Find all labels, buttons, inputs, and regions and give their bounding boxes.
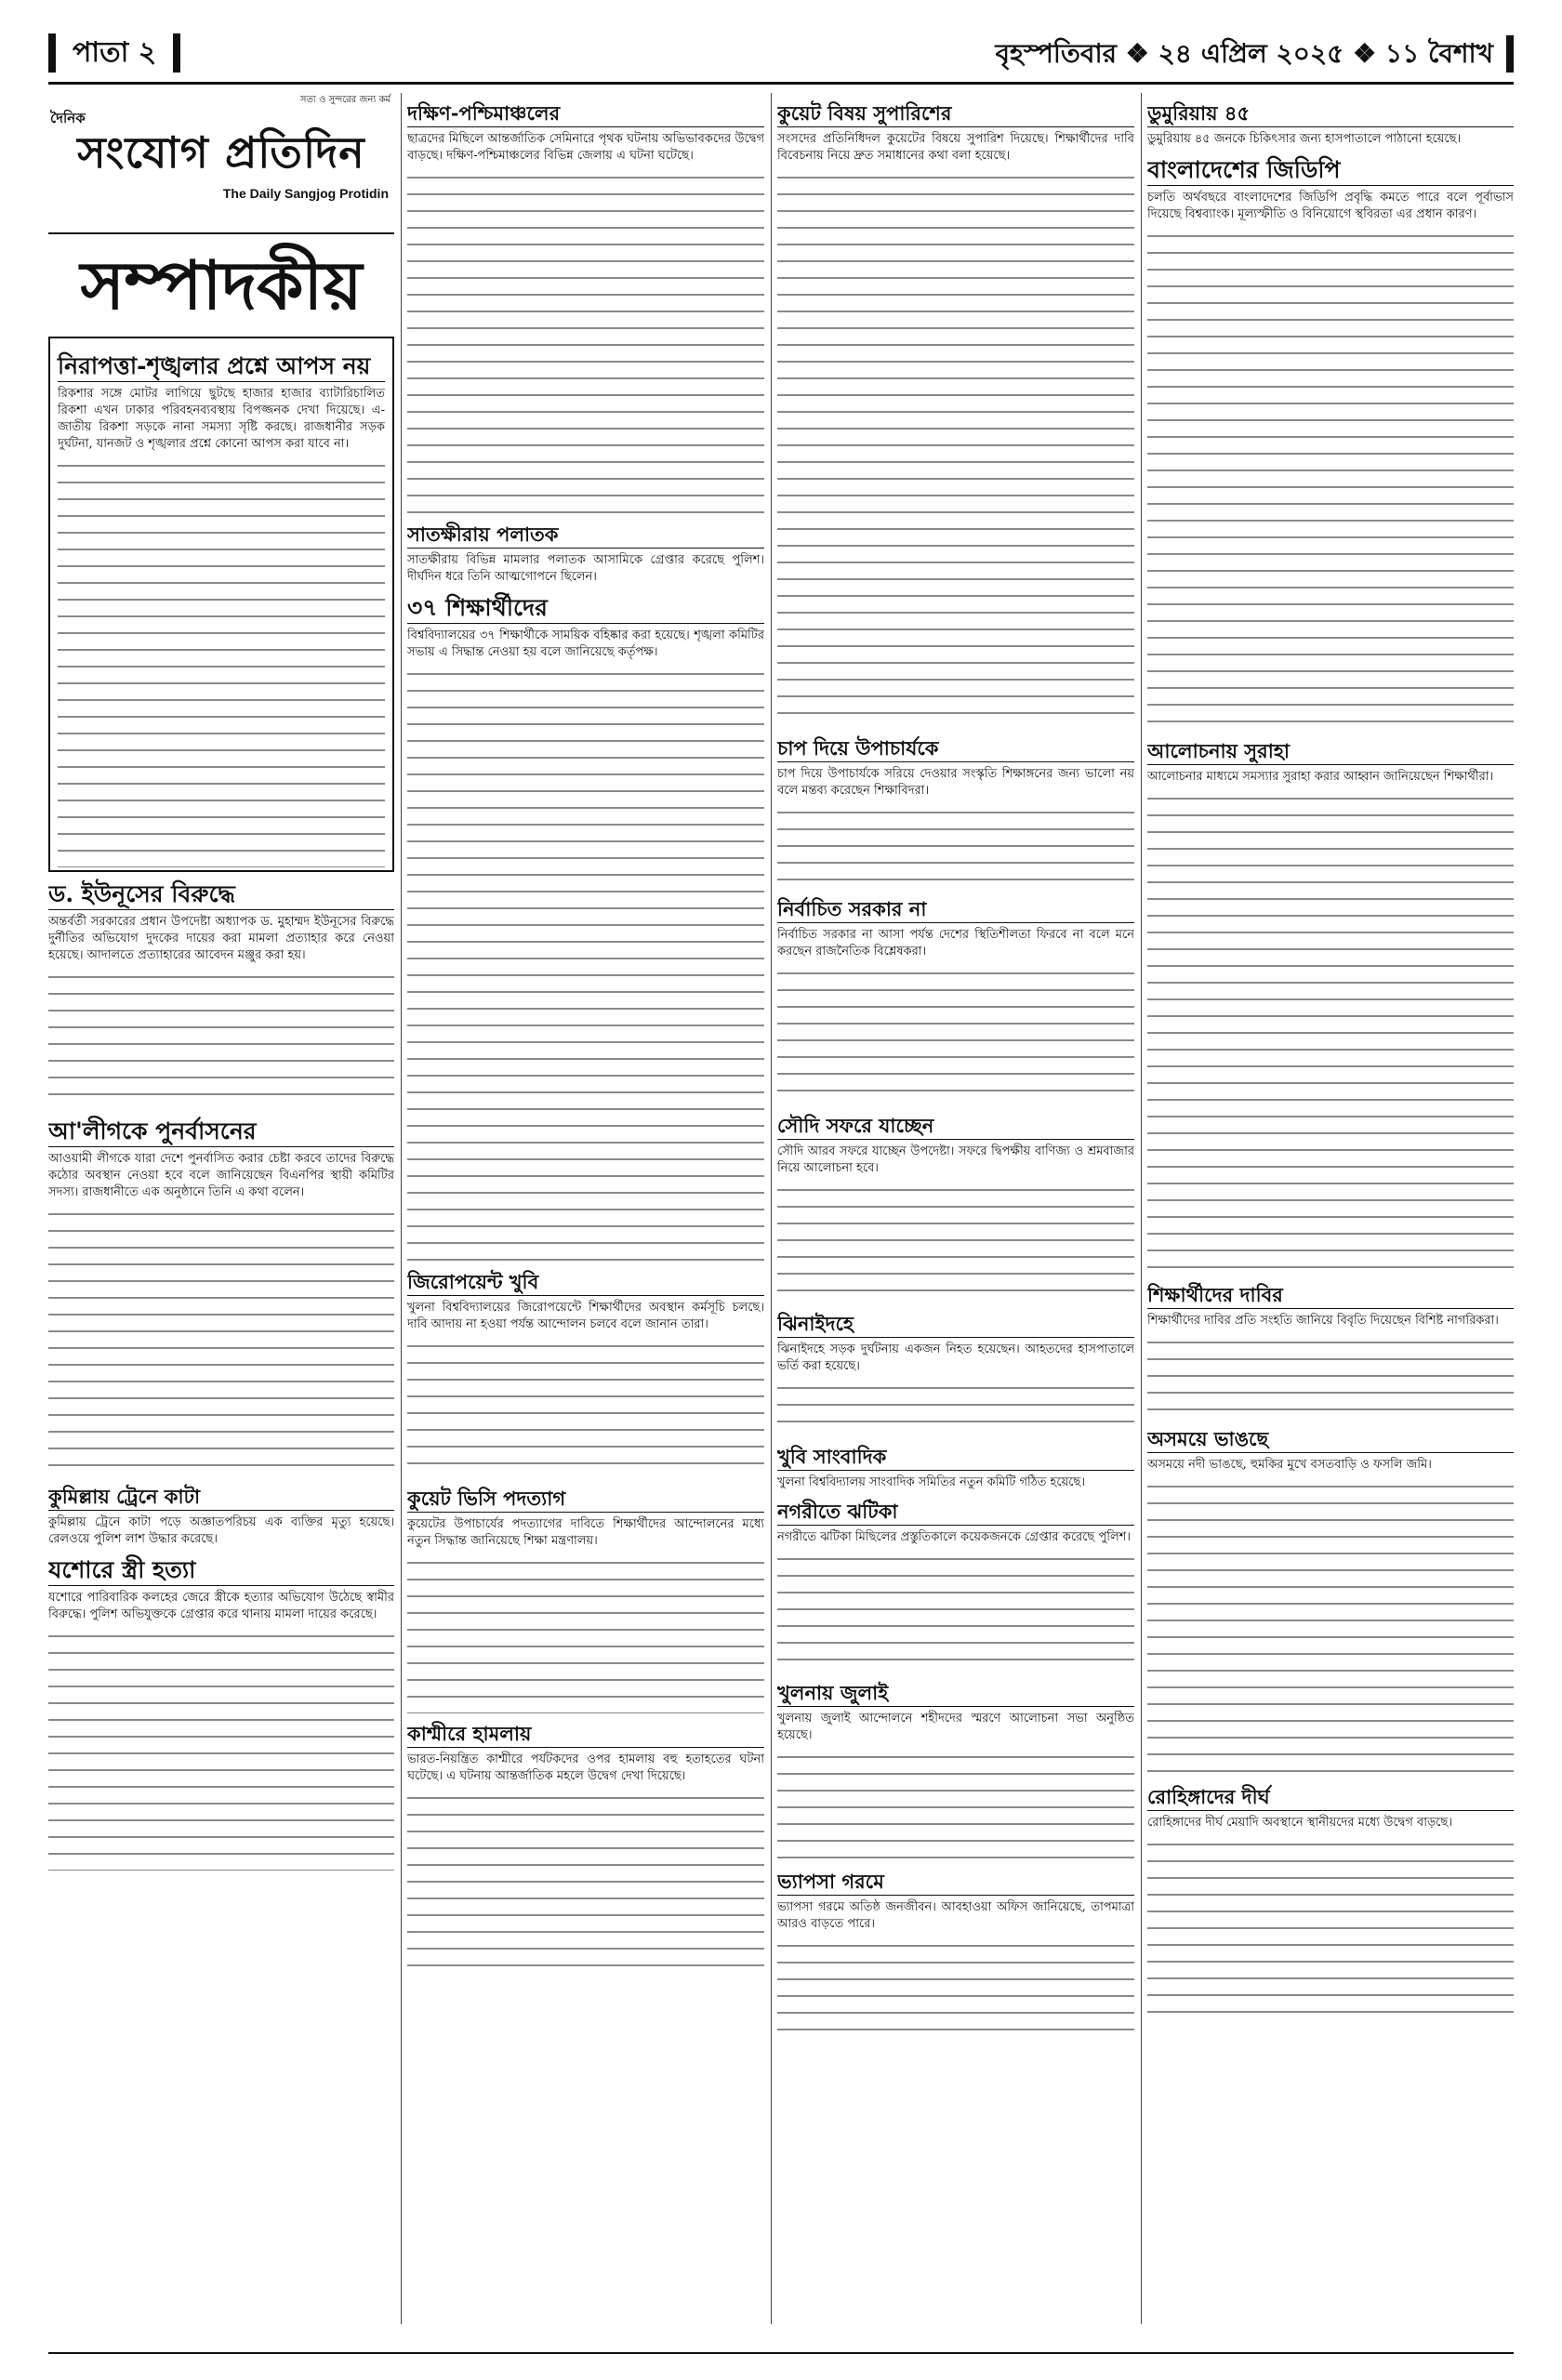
article-body: আওয়ামী লীগকে যারা দেশে পুনর্বাসিত করার চেষ্টা করবে তাদের বিরুদ্ধে কঠোর অবস্থান নেওয়া হবে বলে জানিয়েছেন বিএনপির স্থায়ী কমিটির সদস্য। রাজধানীতে এক অনুষ্ঠানে তিনি এ কথা বলেন।: [48, 1152, 394, 1199]
article-headline: ৩৭ শিক্ষার্থীদের: [407, 593, 764, 624]
article-headline: সাতক্ষীরায় পলাতক: [407, 522, 764, 549]
text-block: [777, 805, 1134, 889]
article-headline: জিরোপয়েন্ট খুবি: [407, 1269, 764, 1296]
article-headline: কাশ্মীরে হামলায়: [407, 1721, 764, 1748]
text-block: [777, 1552, 1134, 1673]
article-headline: দক্ষিণ-পশ্চিমাঞ্চলের: [407, 100, 764, 127]
article-headline: রোহিঙ্গাদের দীর্ঘ: [1147, 1784, 1514, 1811]
text-block: [48, 1629, 394, 1871]
text-block: [48, 1207, 394, 1476]
masthead-slogan: সত্য ও সুন্দরের জন্য কর্ম: [299, 95, 390, 105]
article-headline: কুমিল্লায় ট্রেনে কাটা: [48, 1484, 394, 1511]
text-block: [777, 1750, 1134, 1861]
article-body: ছাত্রদের মিছিলে আন্তর্জাতিক সেমিনারে পৃথক ঘটনায় অভিভাবকদের উদ্বেগ বাড়ছে। দক্ষিণ-পশ্চিমাঞ্চলের বিভিন্ন জেলায় এ ঘটনা ঘটেছে।: [407, 132, 764, 163]
text-block: [1147, 1479, 1514, 1777]
article-body: বিশ্ববিদ্যালয়ের ৩৭ শিক্ষার্থীকে সাময়িক বহিষ্কার করা হয়েছে। শৃঙ্খলা কমিটির সভায় এ সিদ্ধান্ত নেওয়া হয় বলে জানিয়েছে কর্তৃপক্ষ।: [407, 628, 764, 659]
editorial-lead: রিকশার সঙ্গে মোটর লাগিয়ে ছুটছে হাজার হাজার ব্যাটারিচালিত রিকশা এখন ঢাকার পরিবহনব্যবস্থায় বিপজ্জনক দেখা দিয়েছে। এ-জাতীয় রিকশা সড়কে নানা সমস্যা সৃষ্টি করছে। রাজধানীর সড়ক দুর্ঘটনা, যানজট ও শৃঙ্খলার প্রশ্নে কোনো আপস করা যাবে না।: [58, 387, 385, 451]
text-block: [1147, 1335, 1514, 1419]
article-body: ভ্যাপসা গরমে অতিষ্ঠ জনজীবন। আবহাওয়া অফিস জানিয়েছে, তাপমাত্রা আরও বাড়তে পারে।: [777, 1900, 1134, 1931]
text-block: [48, 970, 394, 1109]
article-headline: অসময়ে ভাঙছে: [1147, 1426, 1514, 1453]
article-body: নগরীতে ঝটিকা মিছিলের প্রস্তুতিকালে কয়েকজনকে গ্রেপ্তার করেছে পুলিশ।: [777, 1530, 1131, 1544]
article-headline: যশোরে স্ত্রী হত্যা: [48, 1555, 394, 1586]
article-headline: ডুমুরিয়ায় ৪৫: [1147, 100, 1514, 127]
article-headline: শিক্ষার্থীদের দাবির: [1147, 1282, 1514, 1309]
article-headline: কুয়েট ভিসি পদত্যাগ: [407, 1486, 764, 1513]
article-headline: নগরীতে ঝটিকা: [777, 1499, 1134, 1526]
article-body: যশোরে পারিবারিক কলহের জেরে স্ত্রীকে হত্যার অভিযোগ উঠেছে স্বামীর বিরুদ্ধে। পুলিশ অভিযুক্তকে গ্রেপ্তার করে থানায় মামলা দায়ের করেছে।: [48, 1591, 394, 1621]
text-block: [407, 1791, 764, 1977]
article-headline: খুবি সাংবাদিক: [777, 1444, 1134, 1471]
text-block: [58, 458, 385, 867]
editorial-box: [48, 338, 394, 872]
article-headline: বাংলাদেশের জিডিপি: [1147, 155, 1514, 186]
article-body: চাপ দিয়ে উপাচার্যকে সরিয়ে দেওয়ার সংস্কৃতি শিক্ষাঙ্গনের জন্য ভালো নয় বলে মন্তব্য করেছেন শিক্ষাবিদরা।: [777, 767, 1134, 798]
article-headline: ঝিনাইদহে: [777, 1311, 1134, 1338]
article-body: সংসদের প্রতিনিধিদল কুয়েটের বিষয়ে সুপারিশ দিয়েছে। শিক্ষার্থীদের দাবি বিবেচনায় নিয়ে দ্রুত সমাধানের কথা বলা হয়েছে।: [777, 132, 1134, 163]
column-divider: [401, 93, 402, 2324]
article-body: শিক্ষার্থীদের দাবির প্রতি সংহতি জানিয়ে বিবৃতি দিয়েছেন বিশিষ্ট নাগরিকরা।: [1147, 1314, 1499, 1328]
article-body: সাতক্ষীরায় বিভিন্ন মামলার পলাতক আসামিকে গ্রেপ্তার করেছে পুলিশ। দীর্ঘদিন ধরে তিনি আত্মগোপনে ছিলেন।: [407, 553, 764, 584]
article-body: চলতি অর্থবছরে বাংলাদেশের জিডিপি প্রবৃদ্ধি কমতে পারে বলে পূর্বাভাস দিয়েছে বিশ্বব্যাংক। মূল্যস্ফীতি ও বিনিয়োগে স্থবিরতা এর প্রধান কারণ।: [1147, 191, 1514, 221]
article-headline: চাপ দিয়ে উপাচার্যকে: [777, 735, 1134, 762]
article-headline: আলোচনায় সুরাহা: [1147, 738, 1514, 765]
column-divider: [771, 93, 772, 2324]
editorial-headline: নিরাপত্তা-শৃঙ্খলার প্রশ্নে আপস নয়: [58, 351, 385, 382]
text-block: [407, 170, 764, 514]
article-headline: আ'লীগকে পুনর্বাসনের: [48, 1117, 394, 1147]
page-number: পাতা ২: [48, 33, 180, 73]
article-body: ডুমুরিয়ায় ৪৫ জনকে চিকিৎসার জন্য হাসপাতালে পাঠানো হয়েছে।: [1147, 132, 1462, 146]
text-block: [407, 1339, 764, 1478]
article-body: খুলনায় জুলাই আন্দোলনে শহীদদের স্মরণে আলোচনা সভা অনুষ্ঠিত হয়েছে।: [777, 1712, 1134, 1742]
text-block: [407, 1555, 764, 1713]
article-headline: সৌদি সফরে যাচ্ছেন: [777, 1113, 1134, 1140]
masthead-english: The Daily Sangjog Protidin: [222, 186, 389, 201]
article-body: কুমিল্লায় ট্রেনে কাটা পড়ে অজ্ঞাতপরিচয় এক ব্যক্তির মৃত্যু হয়েছে। রেলওয়ে পুলিশ লাশ উদ্ধার করেছে।: [48, 1515, 394, 1546]
issue-date: বৃহস্পতিবার ❖ ২৪ এপ্রিল ২০২৫ ❖ ১১ বৈশাখ: [995, 35, 1514, 73]
text-block: [1147, 1837, 1514, 2023]
text-block: [1147, 229, 1514, 731]
article-body: আলোচনার মাধ্যমে সমস্যার সুরাহা করার আহ্বান জানিয়েছেন শিক্ষার্থীরা।: [1147, 770, 1494, 784]
text-block: [777, 966, 1134, 1105]
text-block: [777, 1183, 1134, 1303]
article-headline: খুলনায় জুলাই: [777, 1680, 1134, 1707]
page-header: [48, 28, 1514, 85]
column-2: [407, 93, 764, 1977]
article-headline: ভ্যাপসা গরমে: [777, 1869, 1134, 1896]
article-body: খুলনা বিশ্ববিদ্যালয়ের জিরোপয়েন্টে শিক্ষার্থীদের অবস্থান কর্মসূচি চলছে। দাবি আদায় না হওয়া পর্যন্ত আন্দোলন চলবে বলে জানান তারা।: [407, 1301, 764, 1331]
column-divider: [1141, 93, 1142, 2324]
article-body: নির্বাচিত সরকার না আসা পর্যন্ত দেশের স্থিতিশীলতা ফিরবে না বলে মনে করছেন রাজনৈতিক বিশ্লেষকরা।: [777, 928, 1134, 959]
text-block: [1147, 791, 1514, 1275]
masthead-daily: দৈনিক: [50, 110, 86, 126]
text-block: [777, 1381, 1134, 1436]
article-headline: নির্বাচিত সরকার না: [777, 896, 1134, 923]
text-block: [777, 1938, 1134, 2031]
masthead: [48, 93, 394, 234]
article-body: অসময়ে নদী ভাঙছে, হুমকির মুখে বসতবাড়ি ও ফসলি জমি।: [1147, 1458, 1432, 1472]
editorial-label: সম্পাদকীয়: [48, 234, 394, 338]
column-4: [1147, 93, 1514, 2023]
article-headline: কুয়েট বিষয় সুপারিশের: [777, 100, 1134, 127]
article-body: সৌদি আরব সফরে যাচ্ছেন উপদেষ্টা। সফরে দ্বিপক্ষীয় বাণিজ্য ও শ্রমবাজার নিয়ে আলোচনা হবে।: [777, 1144, 1134, 1175]
article-headline: ড. ইউনূসের বিরুদ্ধে: [48, 879, 394, 910]
text-block: [407, 667, 764, 1262]
article-body: ভারত-নিয়ন্ত্রিত কাশ্মীরে পর্যটকদের ওপর হামলায় বহু হতাহতের ঘটনা ঘটেছে। এ ঘটনায় আন্তর্জাতিক মহলে উদ্বেগ দেখা দিয়েছে।: [407, 1752, 764, 1783]
article-body: খুলনা বিশ্ববিদ্যালয় সাংবাদিক সমিতির নতুন কমিটি গঠিত হয়েছে।: [777, 1475, 1085, 1489]
article-body: ঝিনাইদহে সড়ক দুর্ঘটনায় একজন নিহত হয়েছেন। আহতদের হাসপাতালে ভর্তি করা হয়েছে।: [777, 1342, 1134, 1373]
bottom-rule: [48, 2352, 1514, 2354]
column-3: [777, 93, 1134, 2031]
article-body: অন্তর্বর্তী সরকারের প্রধান উপদেষ্টা অধ্যাপক ড. মুহাম্মদ ইউনূসের বিরুদ্ধে দুর্নীতির অভিযোগ দুদকের দায়ের করা মামলা প্রত্যাহার করে নেওয়া হয়েছে। আদালতে প্রত্যাহারের আবেদন মঞ্জুর করা হয়।: [48, 915, 394, 962]
article-body: কুয়েটের উপাচার্যের পদত্যাগের দাবিতে শিক্ষার্থীদের আন্দোলনের মধ্যে নতুন সিদ্ধান্ত জানিয়েছে শিক্ষা মন্ত্রণালয়।: [407, 1517, 764, 1548]
text-block: [777, 170, 1134, 728]
column-1: [48, 93, 394, 1871]
masthead-name: সংযোগ প্রতিদিন: [77, 127, 365, 178]
article-body: রোহিঙ্গাদের দীর্ঘ মেয়াদি অবস্থানে স্থানীয়দের মধ্যে উদ্বেগ বাড়ছে।: [1147, 1816, 1453, 1830]
